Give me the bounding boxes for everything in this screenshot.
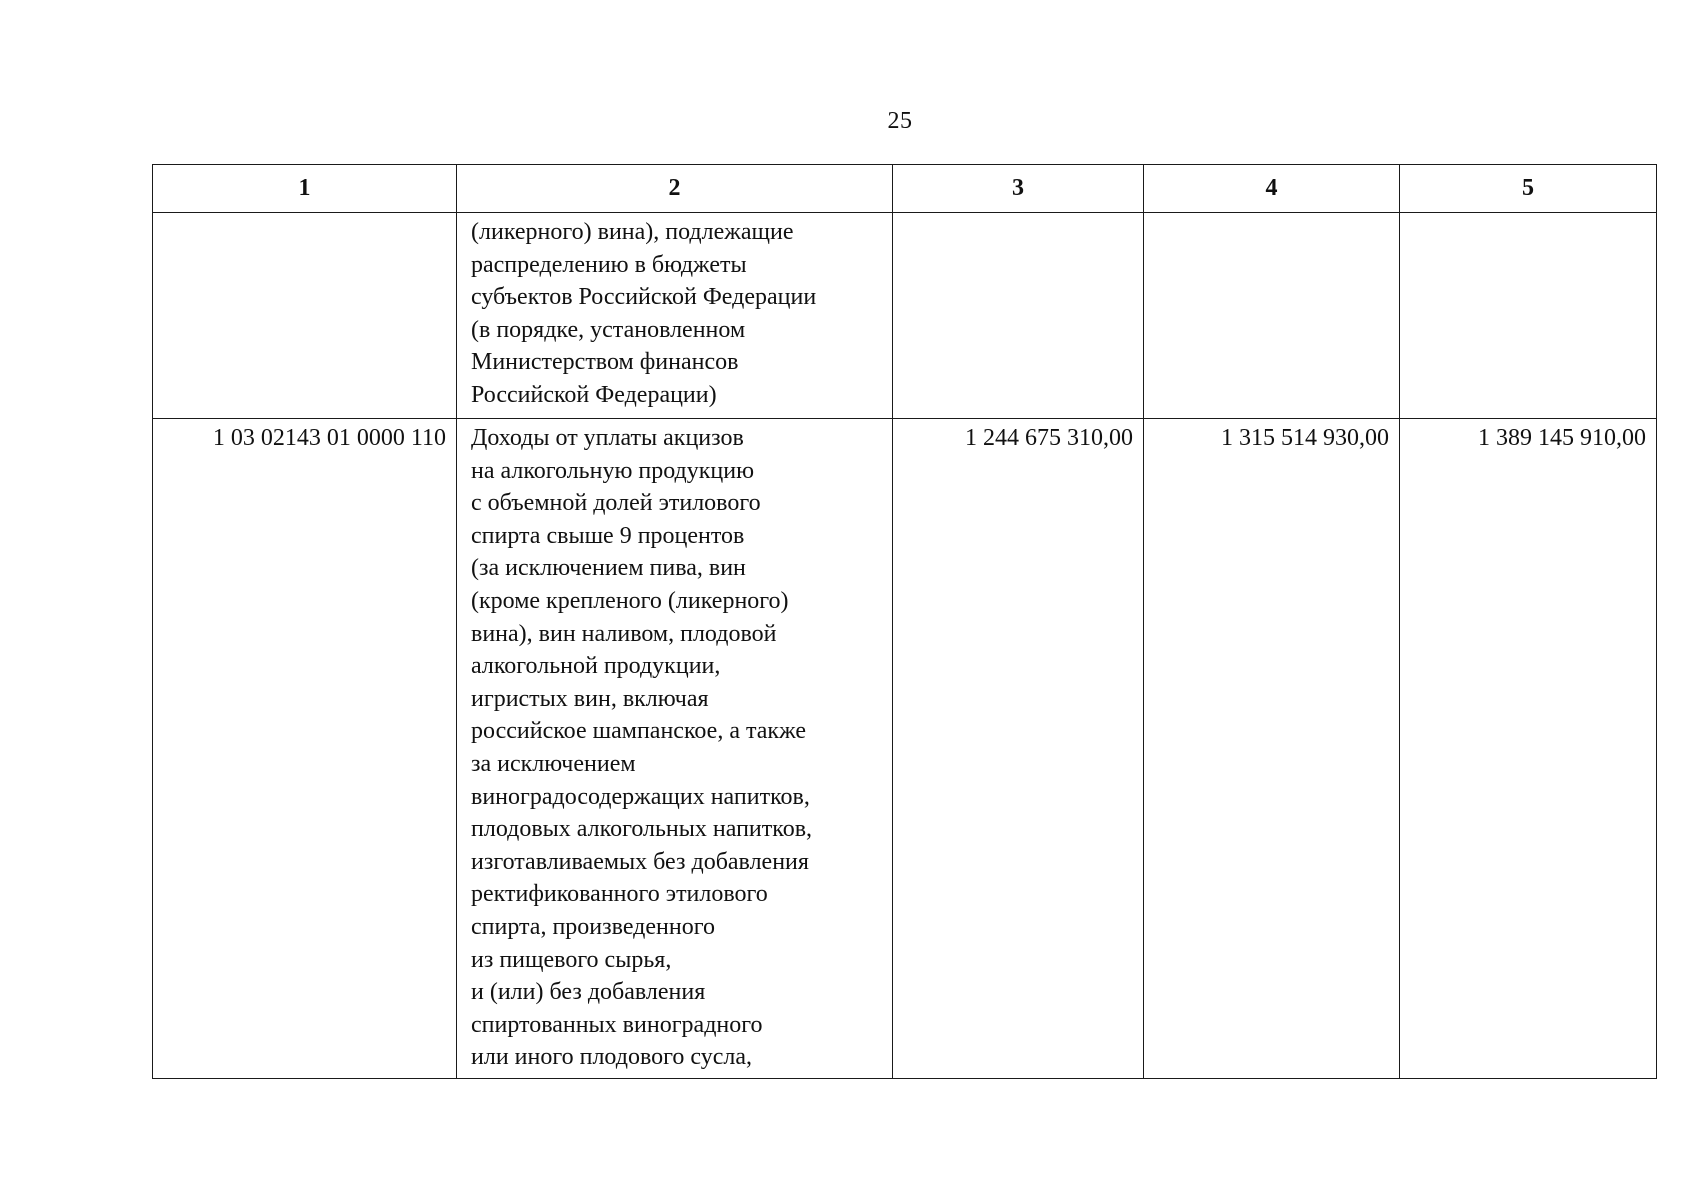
table-header-row bbox=[153, 165, 1657, 213]
column-header-1: 1 bbox=[153, 165, 457, 213]
revenue-code-cell: 1 03 02143 01 0000 110 bbox=[153, 419, 457, 1079]
table-row bbox=[153, 419, 1657, 1079]
column-header-2: 2 bbox=[457, 165, 893, 213]
column-header-4: 4 bbox=[1144, 165, 1400, 213]
amount-year2-cell: 1 315 514 930,00 bbox=[1144, 419, 1400, 1079]
revenue-description-cell: (ликерного) вина), подлежащие распределению в бюджеты субъектов Российской Федерации (в порядке, установленном Министерством финансов Российской Федерации) bbox=[457, 213, 893, 419]
column-header-5: 5 bbox=[1400, 165, 1657, 213]
amount-year3-cell: 1 389 145 910,00 bbox=[1400, 419, 1657, 1079]
column-header-3: 3 bbox=[893, 165, 1144, 213]
amount-year1-cell bbox=[893, 213, 1144, 419]
revenue-table bbox=[152, 164, 1657, 1079]
amount-year3-cell bbox=[1400, 213, 1657, 419]
revenue-code-cell bbox=[153, 213, 457, 419]
page-number: 25 bbox=[887, 108, 913, 134]
amount-year1-cell: 1 244 675 310,00 bbox=[893, 419, 1144, 1079]
revenue-description-cell: Доходы от уплаты акцизов на алкогольную продукцию с объемной долей этилового спирта свыше 9 процентов (за исключением пива, вин (кроме крепленого (ликерного) вина), вин наливом, плодовой алкогольной продукции, игристых вин, включая российское шампанское, а также за исключением виноградосодержащих напитков, плодовых алкогольных напитков, изготавливаемых без добавления ректификованного этилового спирта, произведенного из пищевого сырья, и (или) без добавления спиртованных виноградного или иного плодового сусла, bbox=[457, 419, 893, 1079]
amount-year2-cell bbox=[1144, 213, 1400, 419]
table-row bbox=[153, 213, 1657, 419]
